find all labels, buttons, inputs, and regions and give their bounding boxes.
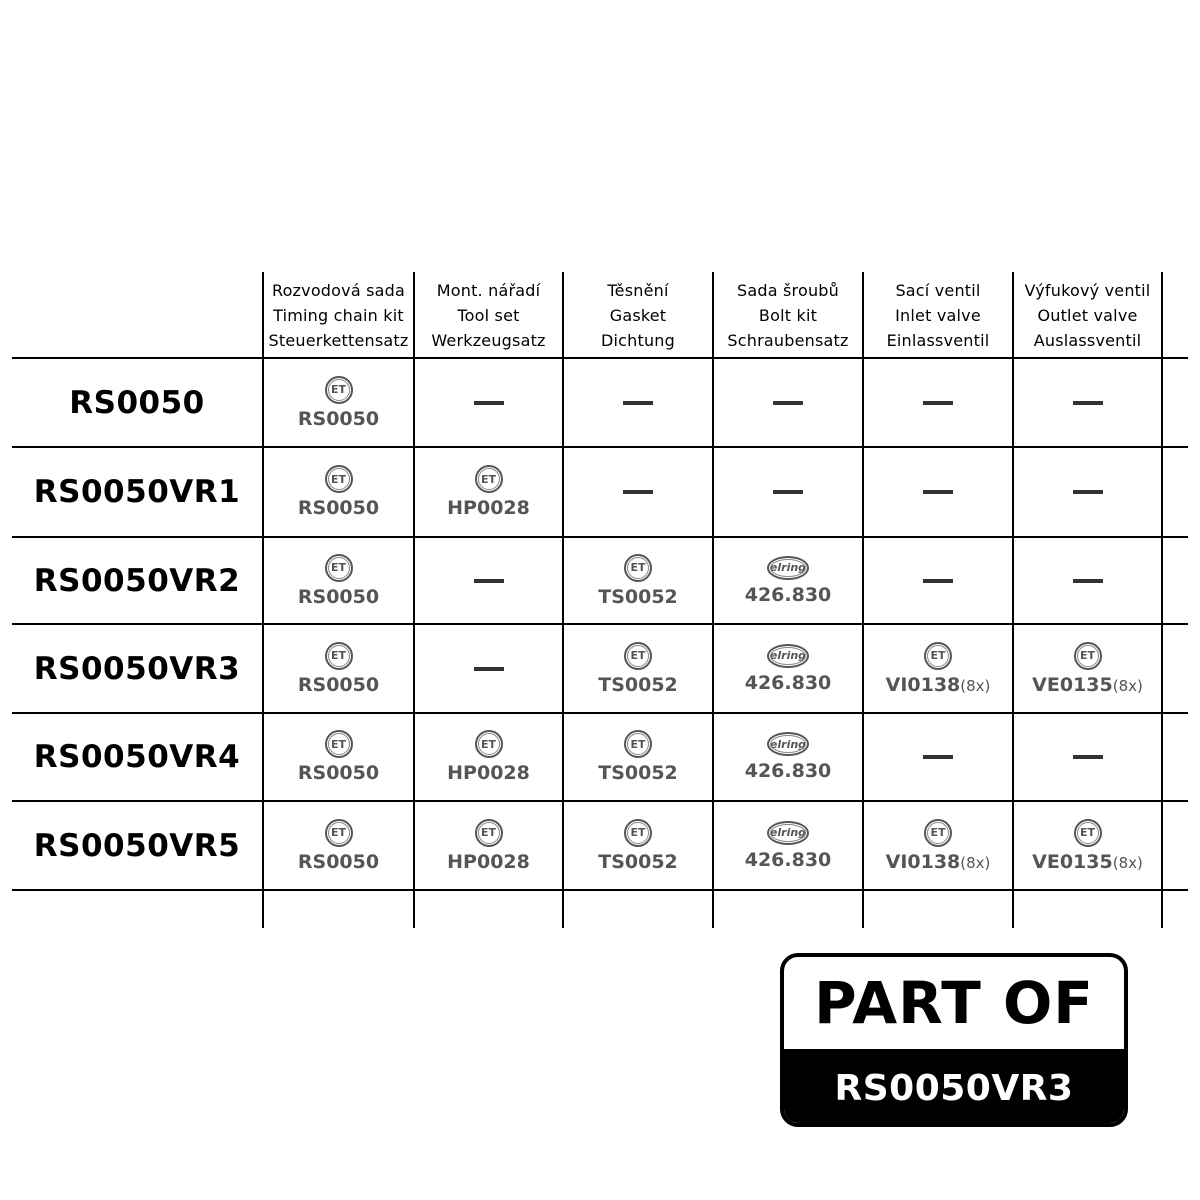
table-cell bbox=[864, 448, 1012, 536]
logo-text: elring bbox=[769, 826, 807, 839]
logo-text: ET bbox=[330, 826, 347, 839]
part-code bbox=[598, 674, 678, 696]
table-cell bbox=[1014, 448, 1161, 536]
not-included-dash bbox=[623, 401, 653, 405]
part-number: VE0135 bbox=[1032, 673, 1113, 696]
column-header-line: Sada šroubů bbox=[737, 280, 839, 300]
part-code bbox=[447, 851, 530, 873]
logo-text: ET bbox=[930, 826, 946, 839]
not-included-dash bbox=[1073, 401, 1103, 405]
not-included-dash bbox=[923, 755, 953, 759]
part-number: HP0028 bbox=[447, 850, 530, 873]
part-number: VI0138 bbox=[885, 850, 961, 873]
part-code bbox=[598, 586, 678, 608]
logo-text: ET bbox=[480, 472, 497, 486]
logo-text: ET bbox=[630, 737, 646, 751]
table-cell bbox=[564, 625, 712, 712]
column-header-line: Auslassventil bbox=[1033, 330, 1142, 350]
not-included-dash bbox=[1073, 490, 1103, 494]
table-cell bbox=[864, 714, 1012, 800]
logo-text: elring bbox=[769, 737, 807, 751]
part-code bbox=[1032, 851, 1143, 873]
part-quantity: (8x) bbox=[960, 853, 991, 872]
table-cell bbox=[415, 625, 562, 712]
part-number: TS0052 bbox=[598, 673, 678, 696]
table-cell bbox=[1014, 538, 1161, 623]
part-number: 426.830 bbox=[744, 583, 832, 606]
table-column-divider bbox=[1161, 272, 1163, 928]
logo-text: ET bbox=[1079, 649, 1096, 662]
part-code bbox=[447, 762, 530, 784]
column-header bbox=[864, 272, 1012, 358]
not-included-dash bbox=[474, 579, 504, 583]
not-included-dash bbox=[923, 401, 953, 405]
logo-text: ET bbox=[330, 737, 347, 751]
column-header-line: Dichtung bbox=[600, 330, 675, 350]
table-cell bbox=[864, 538, 1012, 623]
logo-text: elring bbox=[769, 649, 807, 662]
row-label: RS0050VR2 bbox=[33, 562, 241, 599]
logo-text: ET bbox=[330, 649, 347, 662]
table-cell bbox=[564, 448, 712, 536]
table-cell bbox=[714, 714, 862, 800]
part-number: HP0028 bbox=[447, 762, 530, 784]
part-number: TS0052 bbox=[598, 762, 678, 784]
elring-logo-icon bbox=[767, 556, 809, 580]
part-code bbox=[886, 851, 991, 873]
part-code bbox=[298, 674, 379, 696]
column-header-line: Steuerkettensatz bbox=[268, 330, 409, 350]
badge-title: PART OF bbox=[814, 969, 1094, 1037]
part-code bbox=[1032, 674, 1143, 696]
table-cell bbox=[564, 538, 712, 623]
elring-logo-icon bbox=[767, 821, 809, 845]
part-code bbox=[598, 762, 678, 784]
part-quantity: (8x) bbox=[960, 676, 991, 695]
column-header-line: Schraubensatz bbox=[727, 330, 849, 350]
table-cell bbox=[1014, 359, 1161, 446]
et-logo-icon bbox=[1074, 819, 1102, 847]
part-code bbox=[886, 674, 991, 696]
table-cell bbox=[264, 359, 413, 446]
column-header-line: Outlet valve bbox=[1037, 305, 1138, 325]
part-number: 426.830 bbox=[744, 671, 832, 694]
not-included-dash bbox=[923, 490, 953, 494]
logo-text: ET bbox=[480, 826, 497, 839]
part-number: RS0050 bbox=[297, 673, 380, 696]
et-logo-icon bbox=[325, 554, 353, 582]
logo-text: ET bbox=[630, 561, 646, 574]
not-included-dash bbox=[474, 401, 504, 405]
table-cell bbox=[714, 625, 862, 712]
table-cell bbox=[415, 802, 562, 889]
part-code bbox=[298, 851, 379, 873]
row-label: RS0050VR3 bbox=[33, 650, 241, 687]
part-code bbox=[745, 672, 832, 694]
column-header-line: Těsnění bbox=[607, 280, 669, 300]
elring-logo-icon bbox=[767, 644, 809, 668]
table-cell bbox=[1014, 714, 1161, 800]
et-logo-icon bbox=[475, 465, 503, 493]
not-included-dash bbox=[623, 490, 653, 494]
et-logo-icon bbox=[624, 642, 652, 670]
part-number: TS0052 bbox=[598, 850, 678, 873]
badge-kit-code: RS0050VR3 bbox=[784, 1049, 1124, 1127]
logo-text: ET bbox=[330, 383, 347, 396]
et-logo-icon bbox=[924, 642, 952, 670]
column-header-line: Gasket bbox=[609, 305, 667, 325]
column-header bbox=[264, 272, 413, 358]
part-number: RS0050 bbox=[297, 850, 380, 873]
table-cell bbox=[564, 359, 712, 446]
logo-text: ET bbox=[480, 737, 497, 751]
logo-text: ET bbox=[330, 561, 347, 574]
part-code bbox=[298, 497, 379, 519]
table-cell bbox=[864, 625, 1012, 712]
logo-text: ET bbox=[930, 649, 946, 662]
table-cell bbox=[415, 448, 562, 536]
table-cell bbox=[864, 802, 1012, 889]
et-logo-icon bbox=[325, 730, 353, 758]
table-cell bbox=[714, 802, 862, 889]
not-included-dash bbox=[1073, 755, 1103, 759]
table-cell bbox=[264, 625, 413, 712]
column-header-line: Bolt kit bbox=[758, 305, 818, 325]
table-cell bbox=[415, 538, 562, 623]
table-cell bbox=[415, 359, 562, 446]
part-number: 426.830 bbox=[744, 760, 832, 782]
et-logo-icon bbox=[624, 730, 652, 758]
et-logo-icon bbox=[325, 642, 353, 670]
column-header bbox=[714, 272, 862, 358]
table-cell bbox=[714, 538, 862, 623]
table-cell bbox=[564, 714, 712, 800]
column-header-line: Sací ventil bbox=[895, 280, 981, 300]
not-included-dash bbox=[773, 490, 803, 494]
part-quantity: (8x) bbox=[1112, 676, 1143, 695]
logo-text: ET bbox=[1079, 826, 1096, 839]
logo-text: elring bbox=[769, 561, 807, 574]
et-logo-icon bbox=[325, 376, 353, 404]
column-header-line: Rozvodová sada bbox=[271, 280, 406, 300]
row-label: RS0050VR4 bbox=[33, 739, 241, 775]
part-code bbox=[298, 762, 379, 784]
table-cell bbox=[264, 448, 413, 536]
part-of-badge bbox=[780, 953, 1128, 1127]
table-cell bbox=[1014, 625, 1161, 712]
column-header-line: Werkzeugsatz bbox=[431, 330, 546, 350]
et-logo-icon bbox=[924, 819, 952, 847]
logo-text: ET bbox=[330, 472, 347, 486]
part-number: RS0050 bbox=[297, 762, 380, 784]
part-code bbox=[298, 586, 379, 608]
logo-text: ET bbox=[630, 649, 646, 662]
row-label: RS0050VR5 bbox=[33, 827, 241, 864]
row-label: RS0050VR1 bbox=[33, 474, 241, 510]
et-logo-icon bbox=[1074, 642, 1102, 670]
table-cell bbox=[264, 714, 413, 800]
et-logo-icon bbox=[325, 819, 353, 847]
row-label: RS0050 bbox=[69, 384, 205, 421]
et-logo-icon bbox=[475, 730, 503, 758]
table-cell bbox=[714, 359, 862, 446]
not-included-dash bbox=[1073, 579, 1103, 583]
part-code bbox=[447, 497, 530, 519]
et-logo-icon bbox=[325, 465, 353, 493]
part-code bbox=[745, 584, 832, 606]
table-cell bbox=[714, 448, 862, 536]
part-number: RS0050 bbox=[297, 407, 380, 430]
column-header-line: Mont. nářadí bbox=[436, 280, 541, 300]
et-logo-icon bbox=[475, 819, 503, 847]
part-number: 426.830 bbox=[744, 848, 832, 871]
column-header-line: Timing chain kit bbox=[273, 305, 404, 325]
et-logo-icon bbox=[624, 554, 652, 582]
column-header-line: Einlassventil bbox=[886, 330, 990, 350]
elring-logo-icon bbox=[767, 732, 809, 756]
table-cell bbox=[1014, 802, 1161, 889]
part-number: VI0138 bbox=[885, 673, 961, 696]
part-number: VE0135 bbox=[1032, 850, 1113, 873]
column-header bbox=[564, 272, 712, 358]
not-included-dash bbox=[773, 401, 803, 405]
part-code bbox=[598, 851, 678, 873]
table-cell bbox=[415, 714, 562, 800]
table-cell bbox=[564, 802, 712, 889]
table-cell bbox=[264, 802, 413, 889]
part-code bbox=[745, 760, 832, 782]
logo-text: ET bbox=[630, 826, 646, 839]
part-number: RS0050 bbox=[297, 585, 380, 608]
column-header bbox=[415, 272, 562, 358]
column-header-line: Výfukový ventil bbox=[1024, 280, 1151, 300]
not-included-dash bbox=[923, 579, 953, 583]
column-header bbox=[1014, 272, 1161, 358]
et-logo-icon bbox=[624, 819, 652, 847]
table-cell bbox=[264, 538, 413, 623]
column-header-line: Tool set bbox=[457, 305, 520, 325]
table-cell bbox=[864, 359, 1012, 446]
part-number: RS0050 bbox=[297, 497, 380, 519]
not-included-dash bbox=[474, 667, 504, 671]
part-code bbox=[745, 849, 832, 871]
part-number: HP0028 bbox=[447, 497, 530, 519]
part-number: TS0052 bbox=[598, 585, 678, 608]
column-header-line: Inlet valve bbox=[895, 305, 981, 325]
part-quantity: (8x) bbox=[1112, 853, 1143, 872]
part-code bbox=[298, 408, 379, 430]
